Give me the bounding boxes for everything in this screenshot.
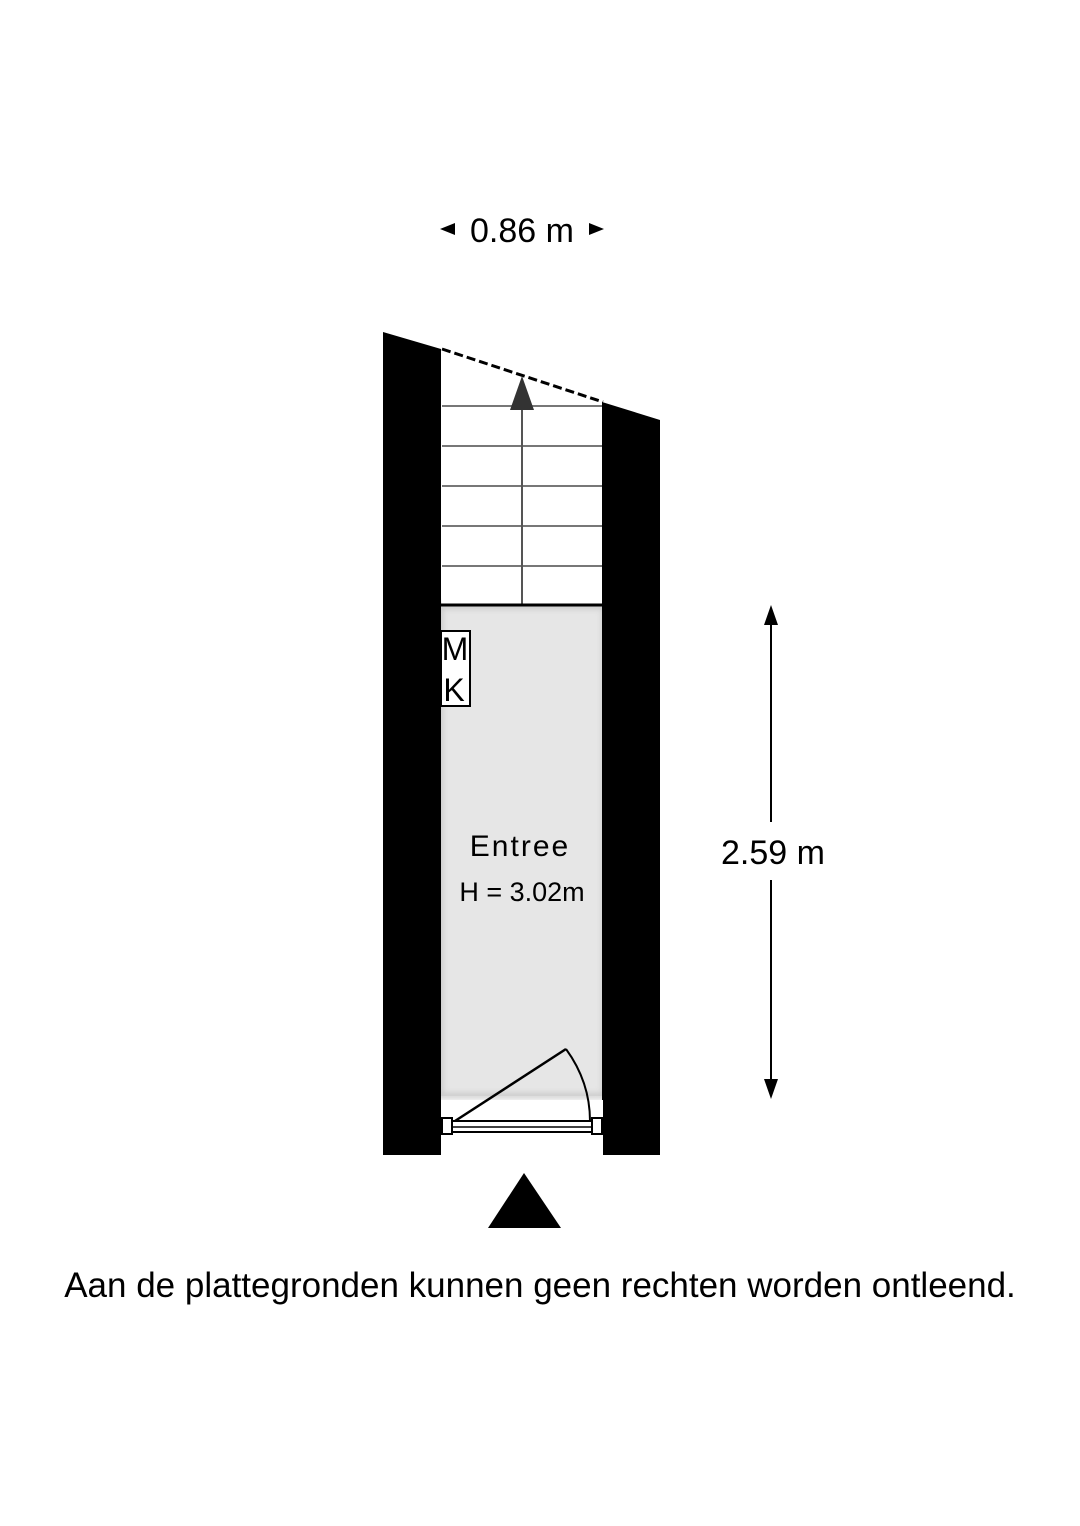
width-arrow-left-icon [440, 223, 455, 235]
door-frame-left [442, 1118, 452, 1134]
disclaimer-text: Aan de plattegronden kunnen geen rechten worden ontleend. [64, 1266, 1016, 1305]
width-dimension-label: 0.86 m [470, 212, 574, 250]
room-name: Entree [469, 830, 571, 863]
meter-cupboard-k: K [443, 672, 465, 708]
meter-cupboard-m: M [441, 631, 469, 667]
length-arrow-down-icon [764, 1079, 778, 1099]
room-height: H = 3.02m [459, 877, 585, 907]
left-wall [383, 332, 441, 1155]
width-arrow-right-icon [589, 223, 604, 235]
staircase [440, 349, 605, 605]
length-dimension [721, 605, 825, 1099]
length-dimension-label: 2.59 m [721, 834, 825, 872]
meter-cupboard [441, 631, 470, 708]
length-arrow-up-icon [764, 605, 778, 625]
entrance-marker-icon [488, 1173, 561, 1228]
right-wall [602, 402, 660, 1155]
width-dimension [440, 212, 604, 250]
door-frame-right [592, 1118, 602, 1134]
